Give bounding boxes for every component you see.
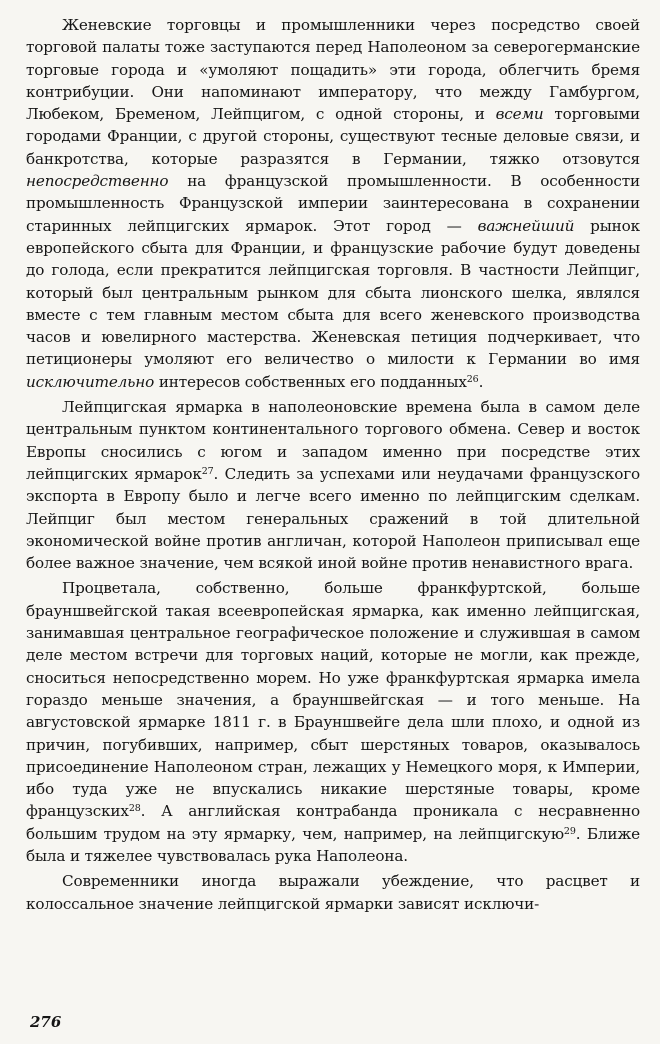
- footnote-ref: 26: [466, 373, 479, 385]
- text-run: рынок европейского сбыта для Франции, и французские рабочие будут доведены до голода, если прекратится лейпцигская торговля. В частности Лейпциг, который был центральным рынком для сбыта лионского шелка, являлся вместе с тем главным местом сбыта для всего женевского производства часов и ювелирного мастерства. Женевская петиция подчеркивает, что петиционеры умоляют его величество о милости к Германии во имя: [26, 216, 640, 369]
- paragraph: [26, 577, 640, 867]
- footnote-ref: 29: [563, 825, 576, 837]
- paragraph: [26, 396, 640, 574]
- text-run: Женевские торговцы и промышленники через посредство своей торговой палаты тоже заступаются перед Наполеоном за северогерманские торговые города и «умоляют пощадить» эти города, облегчить бремя контрибуции. Они напоминают императору, что между Гамбургом, Любеком, Бременом, Лейпцигом, с одной стороны, и: [26, 16, 640, 124]
- paragraph: [26, 14, 640, 393]
- text-run: . А английская контрабанда проникала с несравненно большим трудом на эту ярмарку, чем, например, на лейпцигскую: [26, 802, 640, 843]
- text-run: Современники иногда выражали убеждение, что расцвет и колоссальное значение лейпцигской ярмарки зависят исключи-: [26, 872, 640, 913]
- text-run: Лейпцигская ярмарка в наполеоновские времена была в самом деле центральным пунктом континентального торгового обмена. Север и восток Европы сносились с югом и западом именно при посредстве этих лейпцигских ярмарок: [26, 398, 640, 483]
- paragraph: [26, 870, 640, 915]
- text-run: . Следить за успехами или неудачами французского экспорта в Европу было и легче всего именно по лейпцигским сделкам. Лейпциг был местом генеральных сражений в той длительной экономической войне против англичан, которой Наполеон приписывал еще более важное значение, чем всякой иной войне против ненавистного врага.: [26, 464, 640, 573]
- text-run: интересов собственных его подданных: [154, 372, 467, 391]
- page-number: 276: [30, 1013, 62, 1031]
- text-run: . Ближе была и тяжелее чувствовалась рука Наполеона.: [26, 824, 640, 865]
- emphasis-text: исключительно: [26, 372, 155, 391]
- text-run: на французской промышленности. В особенности промышленность Французской империи заинтересована в сохранении старинных лейпцигских ярмарок. Этот город —: [26, 172, 640, 235]
- text-run: торговыми городами Франции, с другой стороны, существуют тесные деловые связи, и банкротства, которые разразятся в Германии, тяжко отзовутся: [26, 105, 640, 168]
- emphasis-text: всеми: [495, 105, 544, 124]
- text-run: Процветала, собственно, больше франкфуртской, больше брауншвейгской такая всеевропейская ярмарка, как именно лейпцигская, занимавшая центральное географическое положение и служившая в самом деле местом встречи для торговых наций, которые не могли, как прежде, сноситься непосредственно морем. Но уже франкфуртская ярмарка имела гораздо меньше значения, а брауншвейгская — и того меньше. На августовской ярмарке 1811 г. в Брауншвейге дела шли плохо, и одной из причин, погубивших, например, сбыт шерстяных товаров, оказывалось присоединение Наполеоном стран, лежащих у Немецкого моря, к Империи, ибо туда уже не впускались никакие шерстяные товары, кроме французских: [26, 579, 640, 821]
- emphasis-text: непосредственно: [26, 172, 169, 191]
- text-run: .: [478, 372, 484, 391]
- footnote-ref: 27: [201, 465, 214, 477]
- footnote-ref: 28: [128, 803, 141, 815]
- emphasis-text: важнейший: [477, 216, 575, 235]
- body-text: [26, 14, 640, 915]
